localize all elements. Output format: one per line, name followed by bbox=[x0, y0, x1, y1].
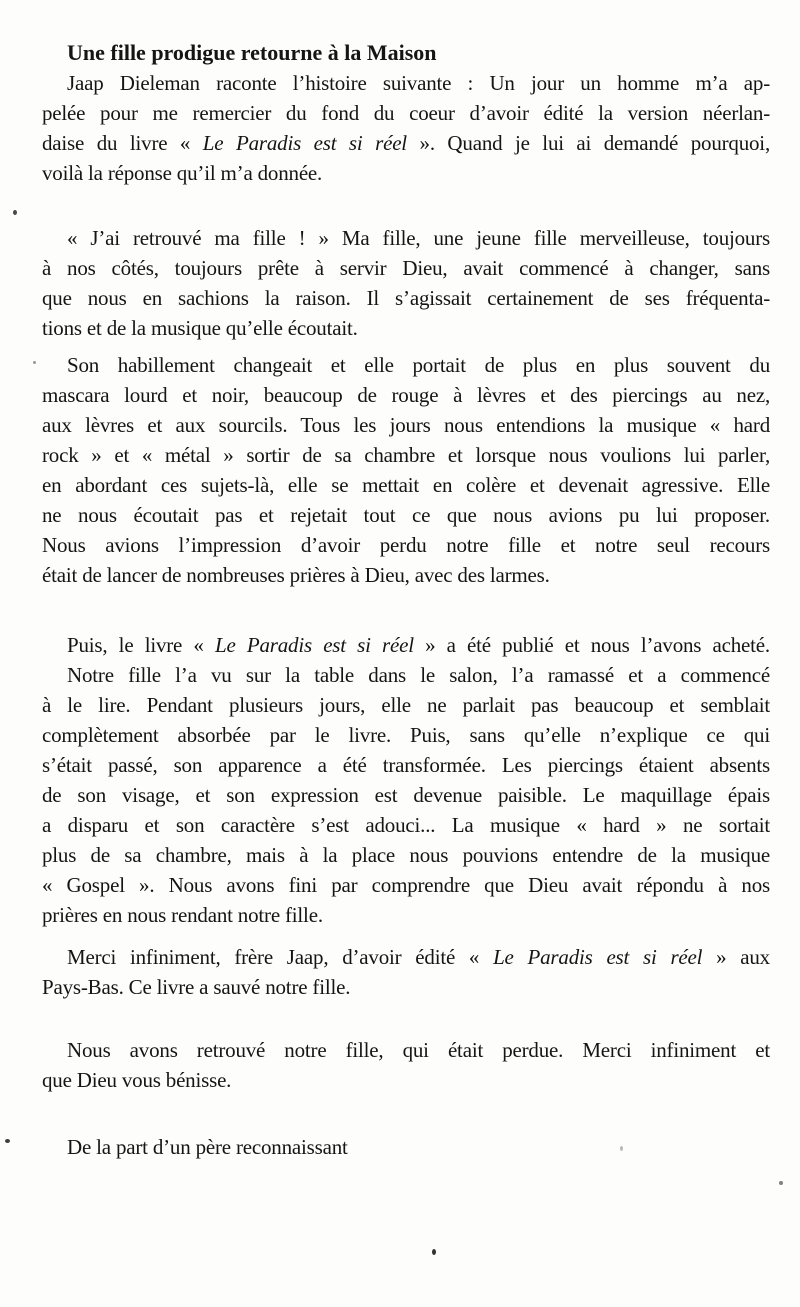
text-segment: que nous en sachions la raison. Il s’agissait certainement de ses fréquenta- bbox=[42, 286, 770, 310]
paragraph-p2 bbox=[42, 223, 770, 343]
text-line bbox=[42, 720, 770, 750]
text-line bbox=[42, 380, 770, 410]
text-segment: daise du livre « bbox=[42, 131, 203, 155]
text-segment: « J’ai retrouvé ma fille ! » Ma fille, une jeune fille merveilleuse, toujours bbox=[67, 226, 770, 250]
text-segment: que Dieu vous bénisse. bbox=[42, 1068, 232, 1092]
text-line bbox=[42, 900, 770, 930]
text-segment: Merci infiniment, frère Jaap, d’avoir édité « bbox=[67, 945, 494, 969]
book-title-italic: Le Paradis est si réel bbox=[493, 945, 703, 969]
text-segment: » aux bbox=[702, 945, 770, 969]
text-line bbox=[42, 780, 770, 810]
text-line bbox=[42, 68, 770, 98]
text-line bbox=[42, 410, 770, 440]
text-line bbox=[42, 750, 770, 780]
text-segment: était de lancer de nombreuses prières à Dieu, avec des larmes. bbox=[42, 563, 550, 587]
text-segment: Notre fille l’a vu sur la table dans le salon, l’a ramassé et a commencé bbox=[67, 663, 770, 687]
text-segment: ne nous écoutait pas et rejetait tout ce que nous avions pu lui proposer. bbox=[42, 503, 770, 527]
scan-speck bbox=[5, 1139, 10, 1143]
text-segment: pelée pour me remercier du fond du coeur d’avoir édité la version néerlan- bbox=[42, 101, 770, 125]
text-segment: mascara lourd et noir, beaucoup de rouge à lèvres et des piercings au nez, bbox=[42, 383, 770, 407]
scan-speck bbox=[620, 1146, 623, 1151]
paragraph-p3 bbox=[42, 350, 770, 590]
text-segment: complètement absorbée par le livre. Puis, sans qu’elle n’explique ce qui bbox=[42, 723, 770, 747]
text-segment: Une fille prodigue retourne à la Maison bbox=[67, 40, 437, 65]
text-line bbox=[42, 972, 770, 1002]
text-segment: a disparu et son caractère s’est adouci... La musique « hard » ne sortait bbox=[42, 813, 770, 837]
text-line bbox=[42, 1065, 770, 1095]
text-line bbox=[42, 313, 770, 343]
text-line bbox=[42, 630, 770, 660]
paragraph-p1 bbox=[42, 68, 770, 188]
text-segment: Jaap Dieleman raconte l’histoire suivante : Un jour un homme m’a ap- bbox=[67, 71, 770, 95]
paragraph-title bbox=[42, 38, 770, 68]
book-title-italic: Le Paradis est si réel bbox=[202, 131, 407, 155]
text-line bbox=[42, 1035, 770, 1065]
scan-speck bbox=[13, 210, 17, 215]
text-line bbox=[42, 223, 770, 253]
text-line bbox=[42, 690, 770, 720]
section-title bbox=[42, 38, 770, 68]
text-line bbox=[42, 942, 770, 972]
text-line bbox=[42, 253, 770, 283]
scan-speck bbox=[779, 1181, 783, 1185]
book-title-italic: Le Paradis est si réel bbox=[214, 633, 414, 657]
text-line bbox=[42, 1132, 770, 1162]
text-segment: Nous avons retrouvé notre fille, qui était perdue. Merci infiniment et bbox=[67, 1038, 770, 1062]
text-segment: tions et de la musique qu’elle écoutait. bbox=[42, 316, 358, 340]
scan-speck bbox=[33, 361, 36, 364]
text-segment: voilà la réponse qu’il m’a donnée. bbox=[42, 161, 323, 185]
text-line bbox=[42, 128, 770, 158]
paragraph-p7 bbox=[42, 1035, 770, 1095]
text-segment: rock » et « métal » sortir de sa chambre et lorsque nous voulions lui parler, bbox=[42, 443, 770, 467]
text-line bbox=[42, 350, 770, 380]
text-segment: « Gospel ». Nous avons fini par comprendre que Dieu avait répondu à nos bbox=[42, 873, 770, 897]
text-segment: en abordant ces sujets-là, elle se mettait en colère et devenait agressive. Elle bbox=[42, 473, 770, 497]
paragraph-p8 bbox=[42, 1132, 770, 1162]
text-segment: plus de sa chambre, mais à la place nous pouvions entendre de la musique bbox=[42, 843, 770, 867]
text-segment: s’était passé, son apparence a été transformée. Les piercings étaient absents bbox=[42, 753, 770, 777]
text-segment: De la part d’un père reconnaissant bbox=[67, 1135, 348, 1159]
text-line bbox=[42, 440, 770, 470]
paragraph-p5 bbox=[42, 660, 770, 930]
text-segment: à nos côtés, toujours prête à servir Dieu, avait commencé à changer, sans bbox=[42, 256, 770, 280]
page-text bbox=[42, 38, 770, 1162]
text-line bbox=[42, 98, 770, 128]
text-segment: Puis, le livre « bbox=[67, 633, 215, 657]
scan-speck bbox=[432, 1249, 436, 1255]
text-segment: Nous avions l’impression d’avoir perdu notre fille et notre seul recours bbox=[42, 533, 770, 557]
text-segment: prières en nous rendant notre fille. bbox=[42, 903, 323, 927]
text-line bbox=[42, 158, 770, 188]
text-line bbox=[42, 283, 770, 313]
text-line bbox=[42, 530, 770, 560]
text-line bbox=[42, 660, 770, 690]
text-line bbox=[42, 470, 770, 500]
text-line bbox=[42, 500, 770, 530]
text-line bbox=[42, 560, 770, 590]
text-segment: aux lèvres et aux sourcils. Tous les jours nous entendions la musique « hard bbox=[42, 413, 770, 437]
text-line bbox=[42, 840, 770, 870]
text-segment: » a été publié et nous l’avons acheté. bbox=[413, 633, 770, 657]
text-segment: Son habillement changeait et elle portait de plus en plus souvent du bbox=[67, 353, 770, 377]
text-line bbox=[42, 810, 770, 840]
text-segment: Pays-Bas. Ce livre a sauvé notre fille. bbox=[42, 975, 351, 999]
paragraph-p6 bbox=[42, 942, 770, 1002]
paragraph-p4 bbox=[42, 630, 770, 660]
text-line bbox=[42, 870, 770, 900]
text-segment: ». Quand je lui ai demandé pourquoi, bbox=[406, 131, 770, 155]
text-segment: à le lire. Pendant plusieurs jours, elle ne parlait pas beaucoup et semblait bbox=[42, 693, 770, 717]
text-segment: de son visage, et son expression est devenue paisible. Le maquillage épais bbox=[42, 783, 770, 807]
